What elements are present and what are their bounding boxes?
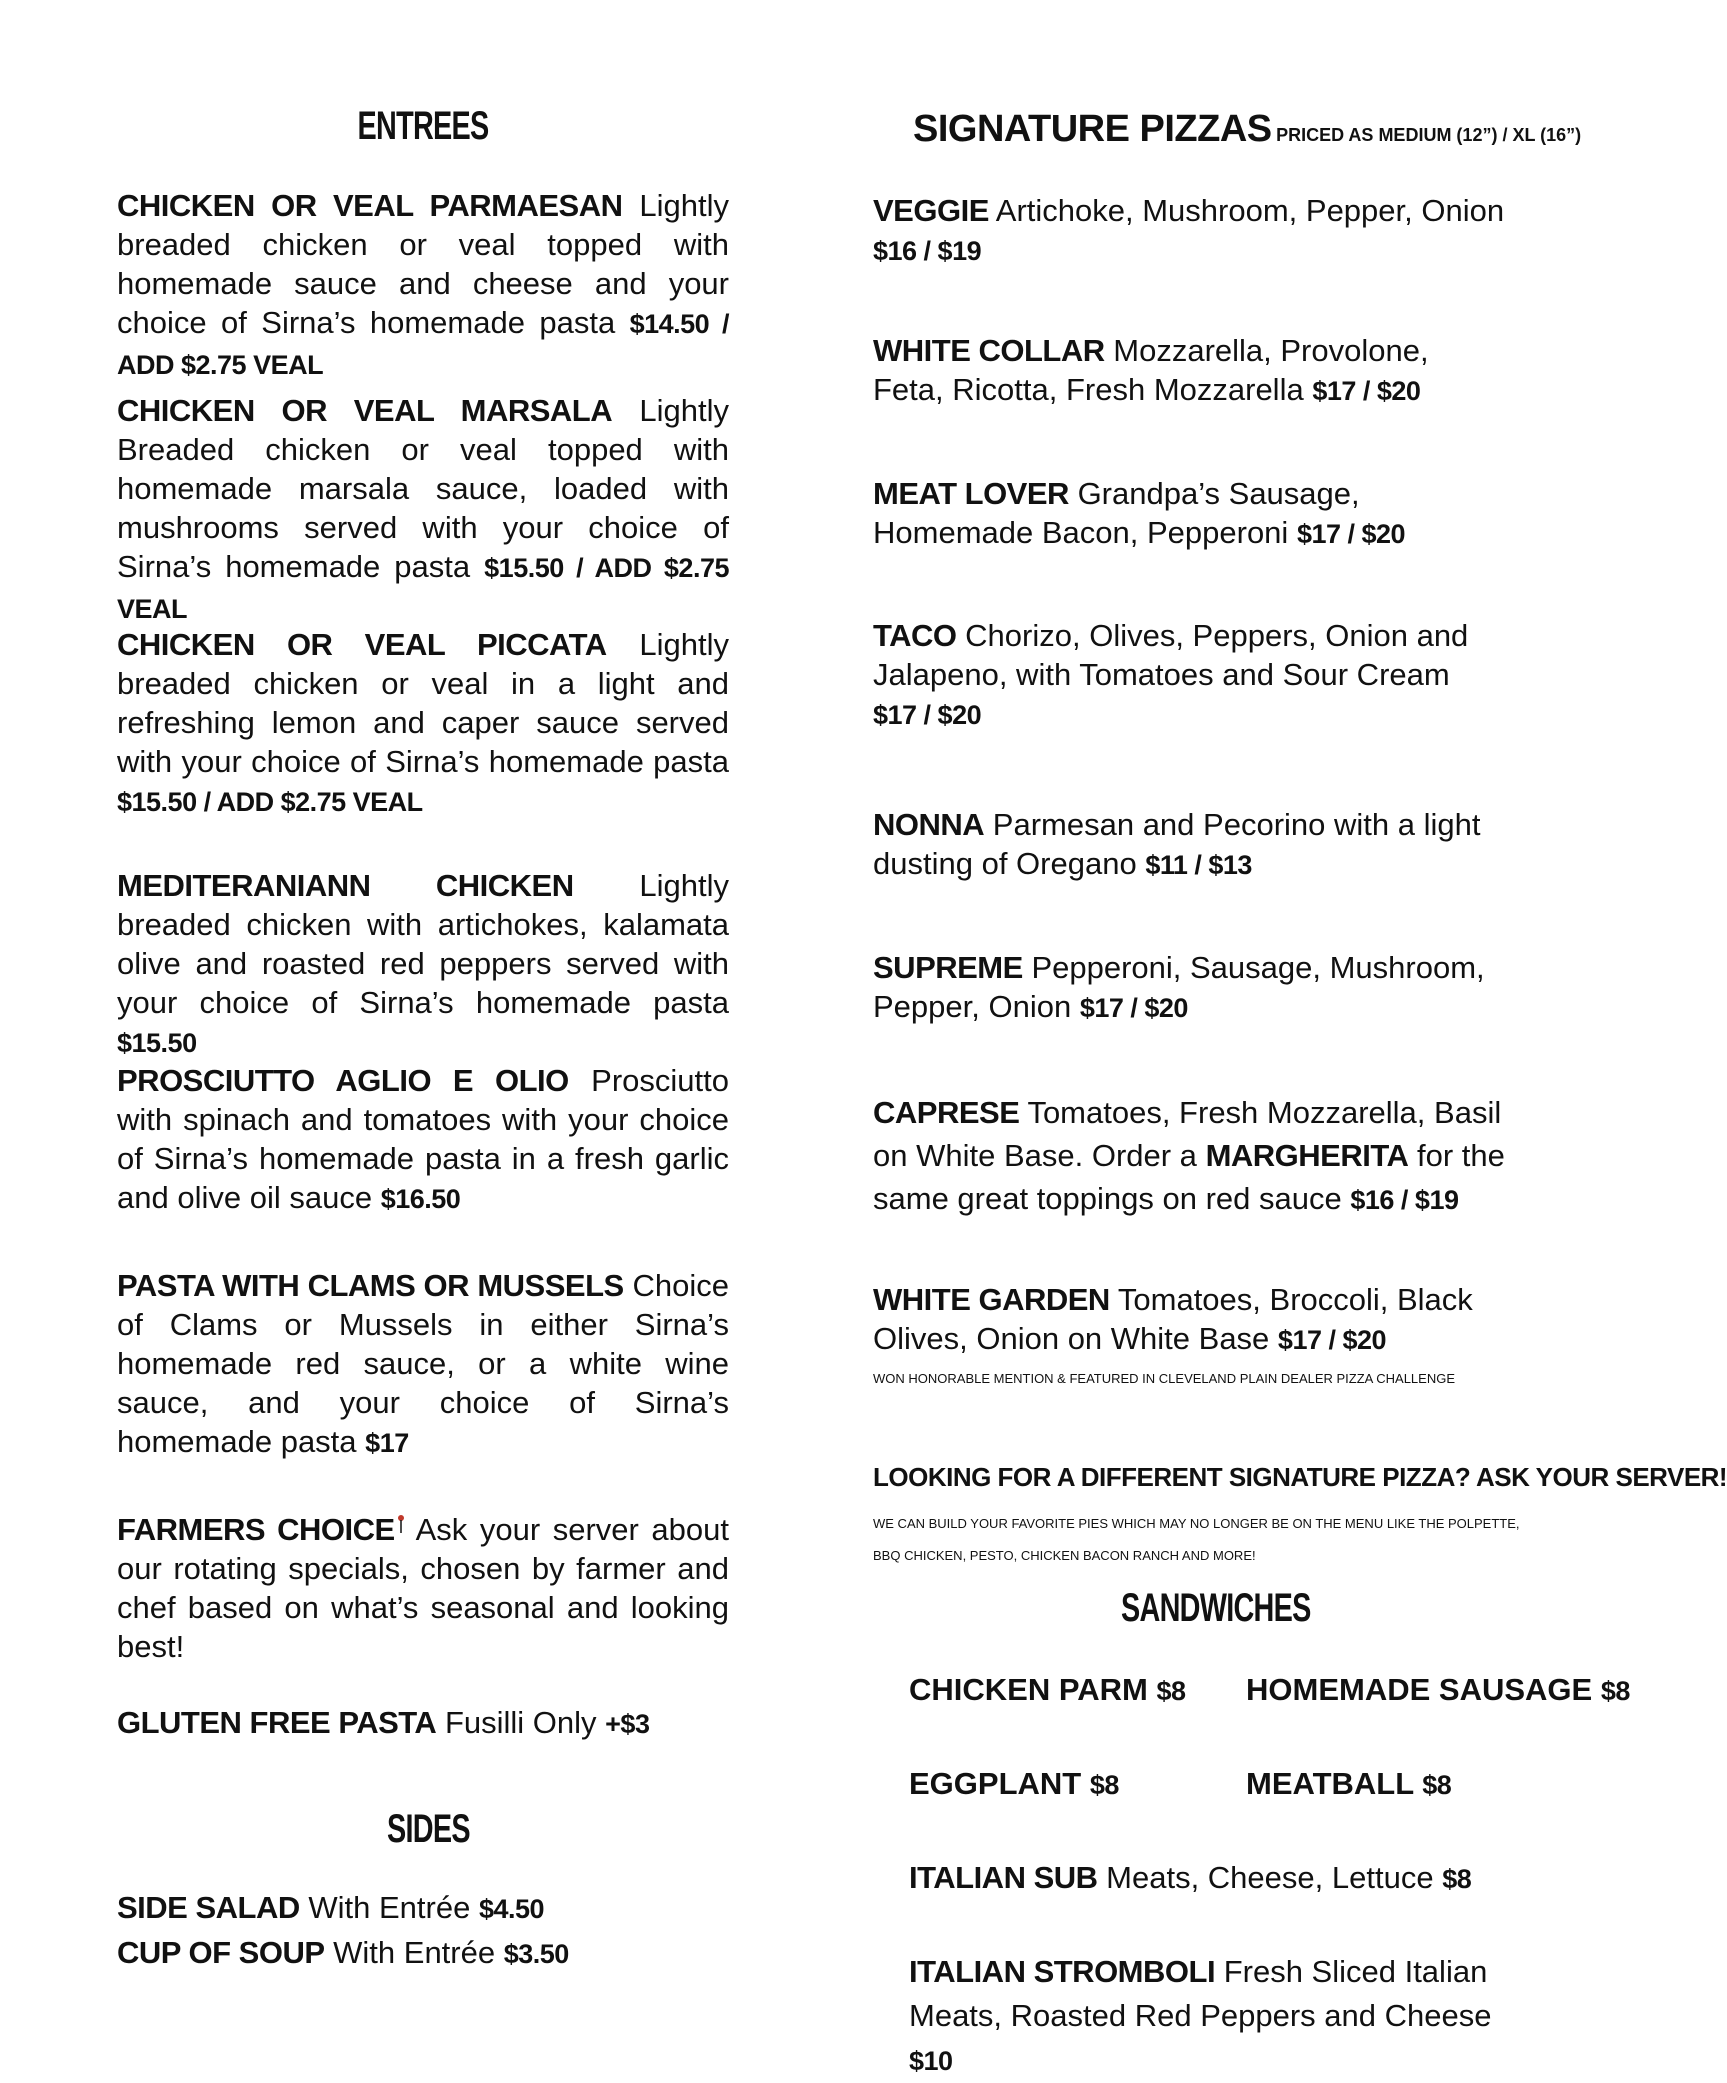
sandwich-item xyxy=(909,1672,1185,1708)
item-price: $17 / $20 xyxy=(1312,376,1421,406)
item-desc: for the same great toppings on red sauce xyxy=(873,1138,1505,1216)
pizzas-title: SIGNATURE PIZZAS xyxy=(913,108,1272,150)
item-name: NONNA xyxy=(873,807,985,842)
item-name: WHITE GARDEN xyxy=(873,1282,1110,1317)
sandwiches-title: SANDWICHES xyxy=(1121,1586,1311,1630)
item-price: $11 / $13 xyxy=(1145,850,1252,880)
item-price: +$3 xyxy=(605,1709,650,1739)
menu-item xyxy=(117,625,729,822)
item-price: $8 xyxy=(1156,1676,1186,1706)
item-desc: Fresh Sliced Italian Meats, Roasted Red Peppers and Cheese xyxy=(909,1954,1492,2033)
item-name: FARMERS CHOICE xyxy=(117,1512,395,1547)
item-name: EGGPLANT xyxy=(909,1766,1082,1801)
seedling-icon xyxy=(397,1514,405,1534)
item-name: MEAT LOVER xyxy=(873,476,1069,511)
menu-item xyxy=(873,805,1513,885)
menu-item xyxy=(117,1933,729,1974)
item-desc: Artichoke, Mushroom, Pepper, Onion xyxy=(995,193,1505,228)
item-name: ITALIAN STROMBOLI xyxy=(909,1954,1216,1989)
item-price: $17 / $20 xyxy=(873,700,982,730)
sides-title: SIDES xyxy=(387,1807,470,1851)
item-desc: Tomatoes, Broccoli, Black Olives, Onion on White Base xyxy=(873,1282,1473,1356)
menu-item xyxy=(873,616,1513,735)
item-desc: Prosciutto with spinach and tomatoes with your choice of Sirna’s homemade pasta in a fresh garlic and olive oil sauce xyxy=(117,1063,729,1215)
item-price: $8 xyxy=(1089,1770,1119,1800)
item-name: CHICKEN OR VEAL MARSALA xyxy=(117,393,613,428)
item-name: HOMEMADE SAUSAGE xyxy=(1246,1672,1593,1707)
menu-item xyxy=(117,866,729,1063)
item-price: $17 xyxy=(365,1428,409,1458)
item-name: CHICKEN OR VEAL PICCATA xyxy=(117,627,607,662)
award-note: WON HONORABLE MENTION & FEATURED IN CLEVELAND PLAIN DEALER PIZZA CHALLENGE xyxy=(873,1371,1455,1386)
different-heading-text: LOOKING FOR A DIFFERENT SIGNATURE PIZZA? ASK YOUR SERVER! xyxy=(873,1462,1727,1492)
menu-item xyxy=(117,186,729,385)
item-price: $16 / $19 xyxy=(1350,1185,1459,1215)
item-price: $15.50 / ADD $2.75 VEAL xyxy=(117,553,729,624)
item-desc: Chorizo, Olives, Peppers, Onion and Jalapeno, with Tomatoes and Sour Cream xyxy=(873,618,1469,692)
item-price: $16.50 xyxy=(380,1184,461,1214)
item-name: PROSCIUTTO AGLIO E OLIO xyxy=(117,1063,569,1098)
menu-item xyxy=(117,391,729,629)
item-name: CHICKEN PARM xyxy=(909,1672,1148,1707)
item-desc: Tomatoes, Fresh Mozzarella, Basil on White Base. Order a xyxy=(873,1095,1502,1173)
sandwich-item xyxy=(1246,1672,1630,1708)
item-name: VEGGIE xyxy=(873,193,989,228)
menu-item xyxy=(117,1888,729,1929)
item-desc: With Entrée xyxy=(308,1890,471,1925)
item-name: MEATBALL xyxy=(1246,1766,1414,1801)
different-pizza-heading xyxy=(873,1456,1727,1497)
item-price: $14.50 / ADD $2.75 VEAL xyxy=(117,309,729,380)
menu-item xyxy=(873,474,1513,554)
item-price: $3.50 xyxy=(503,1939,569,1969)
item-desc: Meats, Cheese, Lettuce xyxy=(1106,1860,1434,1895)
menu-item xyxy=(873,1280,1493,1360)
item-price: $8 xyxy=(1442,1864,1472,1894)
sandwich-item xyxy=(909,1858,1529,1899)
item-price: $17 / $20 xyxy=(1277,1325,1387,1355)
item-name: CUP OF SOUP xyxy=(117,1935,325,1970)
item-name: CAPRESE xyxy=(873,1095,1020,1130)
sandwich-item xyxy=(909,1766,1119,1802)
item-desc: Lightly breaded chicken or veal in a light and refreshing lemon and caper sauce served with your choice of Sirna’s homemade pasta xyxy=(117,627,729,779)
item-name: CHICKEN OR VEAL PARMAESAN xyxy=(117,188,623,223)
menu-item xyxy=(873,1091,1523,1222)
item-name: SUPREME xyxy=(873,950,1023,985)
pizzas-subtitle: PRICED AS MEDIUM (12”) / XL (16”) xyxy=(1276,125,1582,145)
item-highlight: MARGHERITA xyxy=(1205,1138,1409,1173)
item-desc: Lightly breaded chicken with artichokes, kalamata olive and roasted red peppers served with your choice of Sirna’s homemade pasta xyxy=(117,868,729,1020)
item-desc: With Entrée xyxy=(333,1935,496,1970)
item-name: MEDITERANIANN CHICKEN xyxy=(117,868,574,903)
item-price: $16 / $19 xyxy=(873,236,982,266)
item-desc: Parmesan and Pecorino with a light dusting of Oregano xyxy=(873,807,1481,881)
item-desc: Fusilli Only xyxy=(444,1705,597,1740)
item-name: ITALIAN SUB xyxy=(909,1860,1098,1895)
item-desc: Choice of Clams or Mussels in either Sirna’s homemade red sauce, or a white wine sauce, and your choice of Sirna’s homemade pasta xyxy=(117,1268,729,1459)
item-desc: Ask your server about our rotating specials, chosen by farmer and chef based on what’s seasonal and looking best! xyxy=(117,1512,730,1664)
sandwich-item xyxy=(909,1950,1529,2083)
item-desc: Lightly Breaded chicken or veal topped with homemade marsala sauce, loaded with mushrooms served with your choice of Sirna’s homemade pasta xyxy=(117,393,729,584)
item-price: $15.50 / ADD $2.75 VEAL xyxy=(117,787,423,817)
item-name: SIDE SALAD xyxy=(117,1890,300,1925)
different-pizza-text: WE CAN BUILD YOUR FAVORITE PIES WHICH MAY NO LONGER BE ON THE MENU LIKE THE POLPETTE, BBQ CHICKEN, PESTO, CHICKEN BACON RANCH AND MORE! xyxy=(873,1516,1520,1563)
menu-item xyxy=(117,1061,729,1219)
item-desc: Mozzarella, Provolone, Feta, Ricotta, Fresh Mozzarella xyxy=(873,333,1429,407)
sandwich-item xyxy=(1246,1766,1451,1802)
item-price: $8 xyxy=(1422,1770,1452,1800)
menu-item xyxy=(873,331,1473,411)
item-name: TACO xyxy=(873,618,957,653)
menu-item xyxy=(873,191,1533,271)
item-price: $10 xyxy=(909,2046,953,2076)
item-price: $8 xyxy=(1600,1676,1630,1706)
entrees-title: ENTREES xyxy=(357,104,489,148)
pizzas-heading xyxy=(913,108,1582,151)
item-price: $15.50 xyxy=(117,1028,197,1058)
menu-item xyxy=(117,1266,729,1463)
item-name: WHITE COLLAR xyxy=(873,333,1105,368)
item-price: $17 / $20 xyxy=(1296,519,1406,549)
item-name: PASTA WITH CLAMS OR MUSSELS xyxy=(117,1268,624,1303)
menu-item xyxy=(873,948,1493,1028)
item-desc: Pepperoni, Sausage, Mushroom, Pepper, Onion xyxy=(873,950,1485,1024)
item-desc: Lightly breaded chicken or veal topped with homemade sauce and cheese and your choice of Sirna’s homemade pasta xyxy=(117,188,729,340)
menu-item xyxy=(117,1510,729,1666)
item-desc: Grandpa’s Sausage, Homemade Bacon, Pepperoni xyxy=(873,476,1360,550)
item-price: $17 / $20 xyxy=(1079,993,1188,1023)
item-price: $4.50 xyxy=(478,1894,545,1924)
menu-item xyxy=(117,1703,729,1744)
item-name: GLUTEN FREE PASTA xyxy=(117,1705,437,1740)
